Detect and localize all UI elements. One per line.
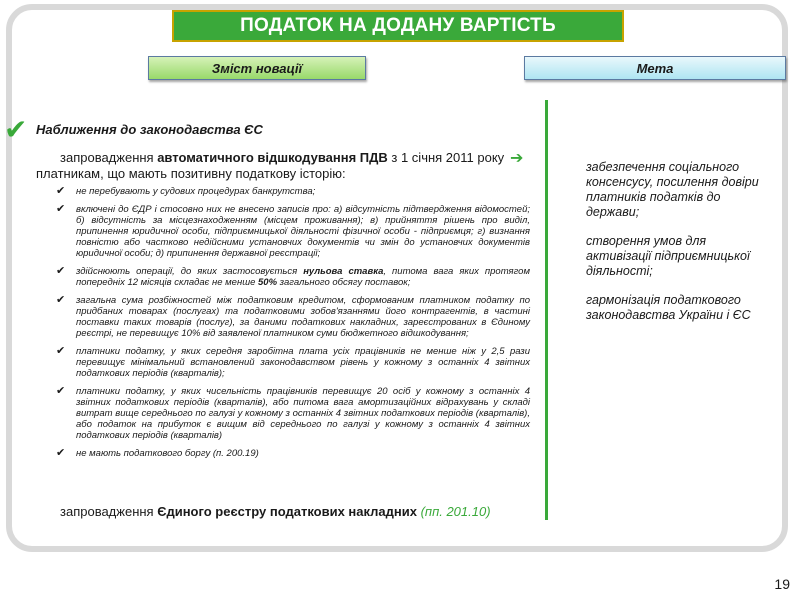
goals-list (586, 160, 766, 337)
check-icon: ✔ (56, 294, 66, 306)
arrow-right-icon: ➔ (510, 150, 524, 167)
slide-title: ПОДАТОК НА ДОДАНУ ВАРТІСТЬ (172, 10, 624, 42)
register-paragraph: запровадження Єдиного реєстру податкових накладних (пп. 201.10) (60, 504, 491, 519)
column-divider (545, 100, 548, 520)
list-item: ✔ не перебувають у судових процедурах банкрутства; (56, 185, 316, 197)
list-item: ✔ платники податку, у яких середня заробітна плата усіх працівників не менше ніж у 2,5 рази перевищує мінімальний встановлений законодавством рівень у кожному з останніх 4 звітних податкових періодів (кварталів); (56, 345, 530, 379)
check-icon: ✔ (56, 345, 66, 357)
check-icon: ✔ (56, 447, 66, 459)
list-item: ✔ не мають податкового боргу (п. 200.19) (56, 447, 259, 459)
list-item: ✔ здійснюють операції, до яких застосовується нульова ставка, питома вага яких протягом попередніх 12 місяців складає не менше 50% загального обсягу поставок; (56, 265, 530, 288)
tab-goal[interactable]: Мета (524, 56, 786, 80)
check-icon: ✔ (56, 265, 66, 277)
check-icon: ✔ (56, 185, 66, 197)
goal-item: створення умов для активізації підприємницької діяльності; (586, 234, 750, 278)
check-icon: ✔ (56, 385, 66, 397)
automatic-refund-paragraph: запровадження автоматичного відшкодування ПДВ з 1 січня 2011 року платникам, що мають позитивну податкову історію: (36, 150, 505, 181)
list-item: ✔ платники податку, у яких чисельність працівників перевищує 20 осіб у кожному з останніх 4 звітних податкових періодів (кварталів), або питома вага амортизаційних відрахувань у складі витрат вище середнього по галузі у кожному з останніх 4 звітних податкових періодів (кварталів), або податок на прибуток є вищим від середнього по галузі у кожному з останніх 4 звітних податкових періодів (кварталів) (56, 385, 530, 441)
conditions-list (56, 185, 530, 466)
page-number: 19 (774, 576, 790, 592)
check-icon: ✔ (56, 203, 66, 215)
list-item: ✔ включені до ЄДР і стосовно них не внесено записів про: а) відсутність підтвердження відомостей; б) відсутність за місцезнаходженням (місцем проживання); в) прийняття рішень про виділ, припинення юридичної особи, підприємницької діяльності фізичної особи - підприємця; г) визнання повністю або частково недійсними установчих документів чи змін до установчих документів юридичної особи; д) припинення державної реєстрації; (56, 203, 530, 259)
goal-item: гармонізація податкового законодавства України і ЄС (586, 293, 751, 322)
goal-item: забезпечення соціального консенсусу, посилення довіри платників податків до держави; (586, 160, 759, 219)
section-heading: Наближення до законодавства ЄС (36, 122, 263, 137)
list-item: ✔ загальна сума розбіжностей між податковим кредитом, сформованим платником податку по придбаних товарах (послугах) та податковими зобов'язаннями його контрагентів, в частині поставки таких товарів (послуг), за даними податкових накладних, зареєстрованих в Єдиному реєстрі, не перевищує 10% від заявленої платником суми бюджетного відшкодування; (56, 294, 530, 339)
tab-content-of-innovation[interactable]: Зміст новації (148, 56, 366, 80)
checkmark-icon: ✔ (4, 114, 28, 145)
